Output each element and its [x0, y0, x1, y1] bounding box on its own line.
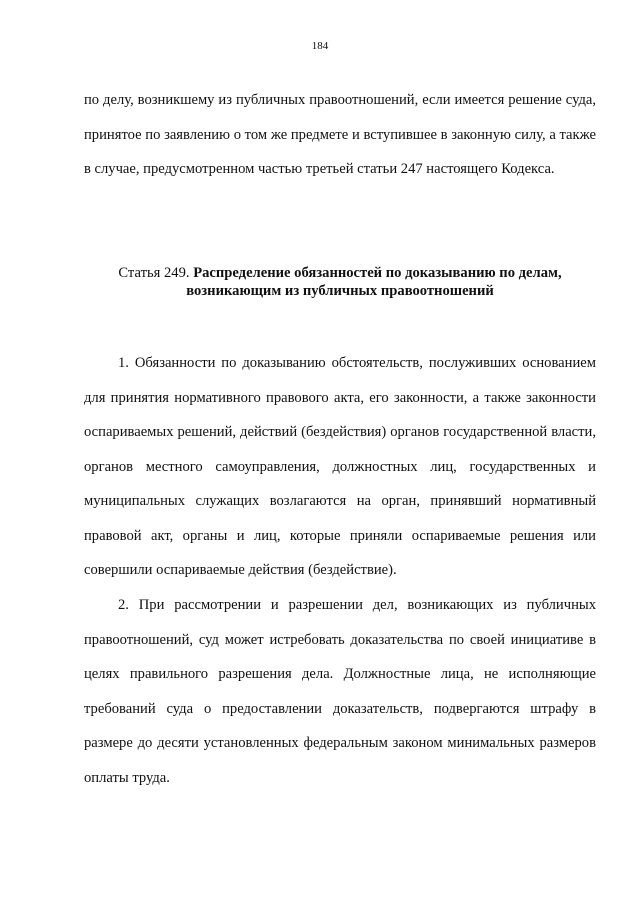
article-heading — [84, 264, 596, 300]
article-title-line-2: возникающим из публичных правоотношений — [186, 283, 494, 299]
paragraph-1: 1. Обязанности по доказыванию обстоятельств, послуживших основанием для принятия нормативного правового акта, его законности, а также законности оспариваемых решений, действий (бездействия) органов государственной власти, органов местного самоуправления, должностных лиц, государственных и муниципальных служащих возлагаются на орган, принявший нормативный правовой акт, органы и лиц, которые приняли оспариваемые решения или совершили оспариваемые действия (бездействие). — [84, 355, 596, 578]
paragraph-2: 2. При рассмотрении и разрешении дел, возникающих из публичных правоотношений, суд может истребовать доказательства по своей инициативе в целях правильного разрешения дела. Должностные лица, не исполняющие требований суда о предоставлении доказательств, подвергаются штрафу в размере до десяти установленных федеральным законом минимальных размеров оплаты труда. — [84, 597, 596, 786]
article-number: Статья 249. — [118, 265, 190, 281]
page-number: 184 — [311, 40, 329, 52]
continuation-paragraph: по делу, возникшему из публичных правоотношений, если имеется решение суда, принятое по заявлению о том же предмете и вступившее в законную силу, а также в случае, предусмотренном частью третьей статьи 247 настоящего Кодекса. — [84, 92, 596, 177]
article-title-line-1: Распределение обязанностей по доказыванию по делам, — [193, 265, 562, 281]
